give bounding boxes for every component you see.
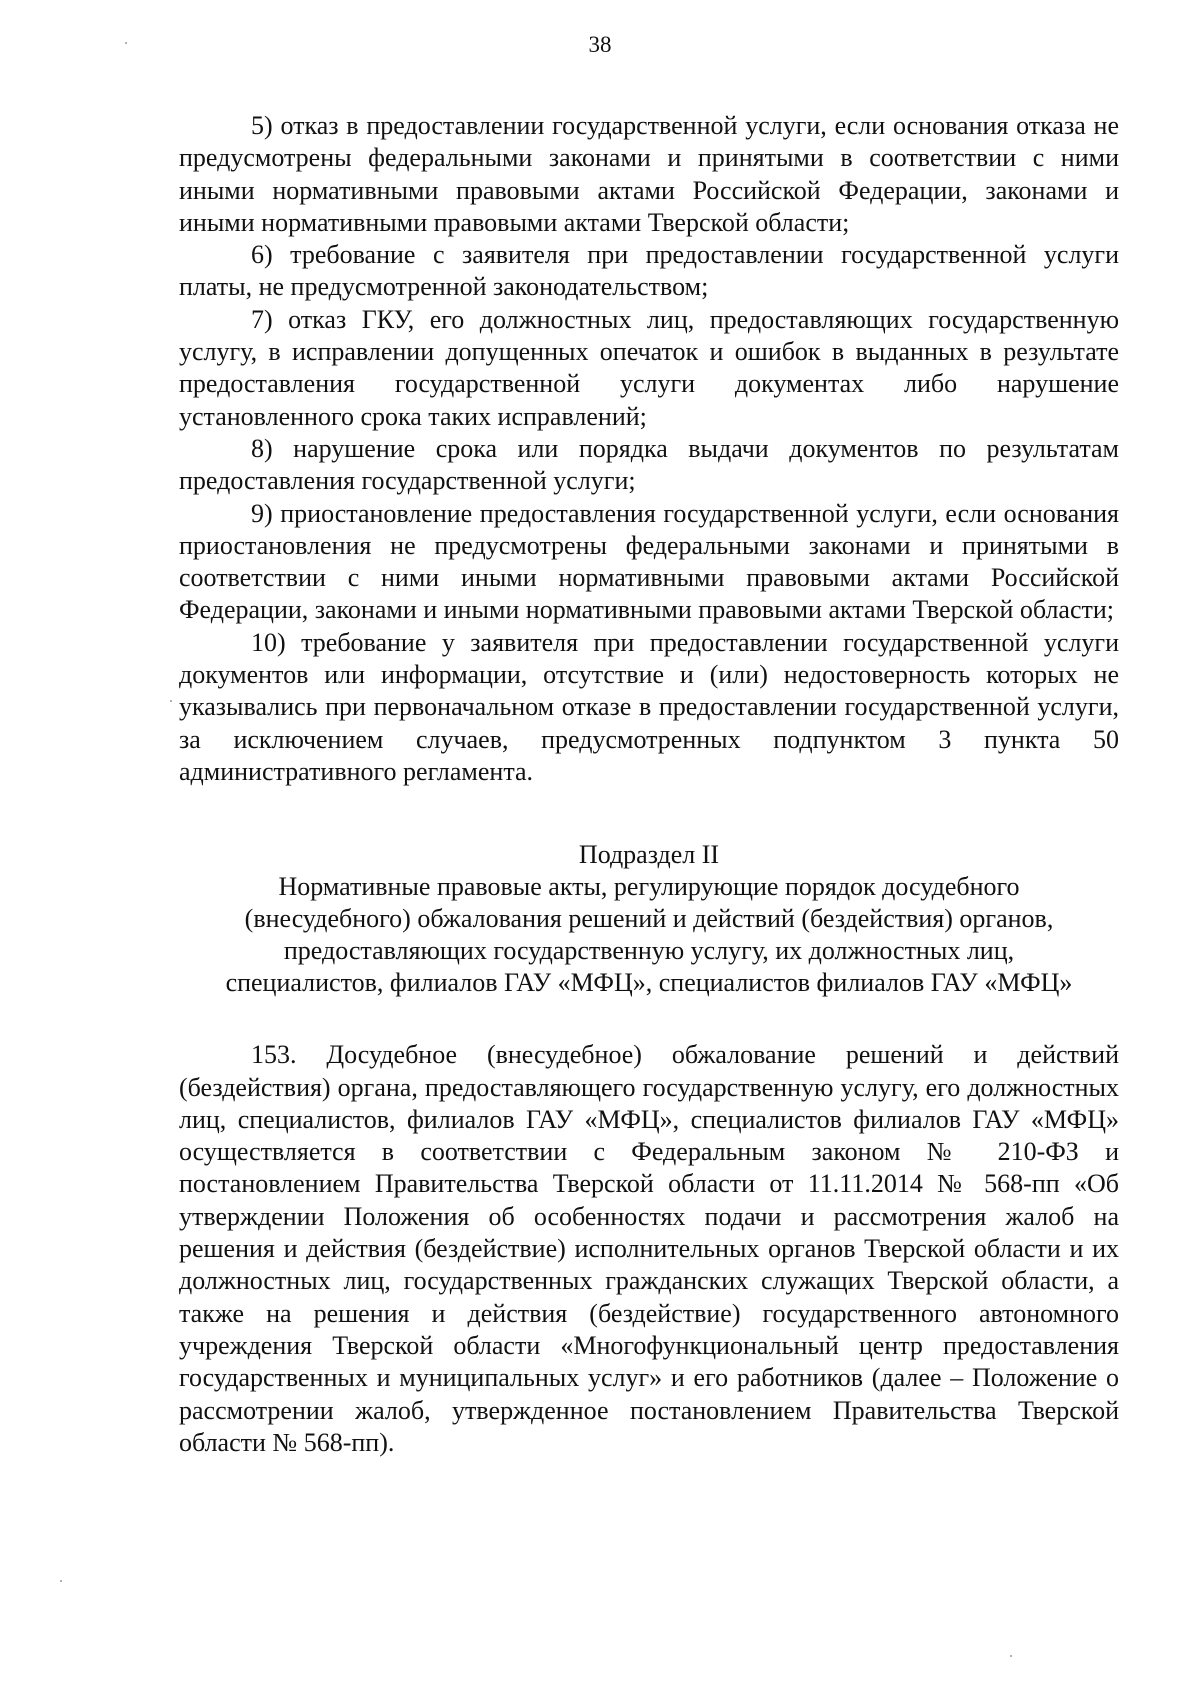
- subsection-label: Подраздел II: [578, 840, 720, 870]
- scan-speck: [125, 42, 127, 44]
- scan-speck: [1010, 1655, 1012, 1657]
- subsection-heading-line: Нормативные правовые акты, регулирующие порядок досудебного: [278, 872, 1020, 902]
- list-item-10: 10) требование у заявителя при предоставлении государственной услуги документов или информации, отсутствие и (или) недостоверность которых не указывались при первоначальном отказе в предоставлении государственной услуги, за исключением случаев, предусмотренных подпунктом 3 пункта 50 административного регламента.: [179, 627, 1119, 786]
- subsection-heading: [179, 871, 1119, 999]
- list-item-9: 9) приостановление предоставления государственной услуги, если основания приостановления не предусмотрены федеральными законами и принятыми в соответствии с ними иными нормативными правовыми актами Российской Федерации, законами и иными нормативными правовыми актами Тверской области;: [179, 498, 1119, 625]
- list-item-6: 6) требование с заявителя при предоставлении государственной услуги платы, не предусмотренной законодательством;: [179, 240, 1119, 302]
- section-spacer: [179, 999, 1119, 1039]
- list-item-8: 8) нарушение срока или порядка выдачи документов по результатам предоставления государственной услуги;: [179, 433, 1119, 496]
- page-number: 38: [588, 32, 612, 57]
- scan-speck: [170, 700, 172, 702]
- list-item-7: 7) отказ ГКУ, его должностных лиц, предоставляющих государственную услугу, в исправлении допущенных опечаток и ошибок в выданных в результате предоставления государственной услуги документах либо нарушение установленного срока таких исправлений;: [179, 304, 1119, 431]
- document-body: [179, 110, 1119, 1459]
- scan-speck: [60, 1580, 62, 1582]
- subsection-heading-line: специалистов, филиалов ГАУ «МФЦ», специалистов филиалов ГАУ «МФЦ»: [225, 968, 1073, 998]
- subsection-heading-line: (внесудебного) обжалования решений и действий (бездействия) органов,: [244, 904, 1054, 934]
- paragraph-153: 153. Досудебное (внесудебное) обжалование решений и действий (бездействия) органа, предоставляющего государственную услугу, его должностных лиц, специалистов, филиалов ГАУ «МФЦ», специалистов филиалов ГАУ «МФЦ» осуществляется в соответствии с Федеральным законом № 210-ФЗ и постановлением Правительства Тверской области от 11.11.2014 № 568-пп «Об утверждении Положения об особенностях подачи и рассмотрения жалоб на решения и действия (бездействие) исполнительных органов Тверской области и их должностных лиц, государственных гражданских служащих Тверской области, а также на решения и действия (бездействие) государственного автономного учреждения Тверской области «Многофункциональный центр предоставления государственных и муниципальных услуг» и его работников (далее – Положение о рассмотрении жалоб, утвержденное постановлением Правительства Тверской области № 568-пп).: [179, 1040, 1119, 1457]
- subsection-heading-line: предоставляющих государственную услугу, их должностных лиц,: [283, 936, 1015, 966]
- list-item-5: 5) отказ в предоставлении государственной услуги, если основания отказа не предусмотрены федеральными законами и принятыми в соответствии с ними иными нормативными правовыми актами Российской Федерации, законами и иными нормативными правовыми актами Тверской области;: [179, 111, 1119, 237]
